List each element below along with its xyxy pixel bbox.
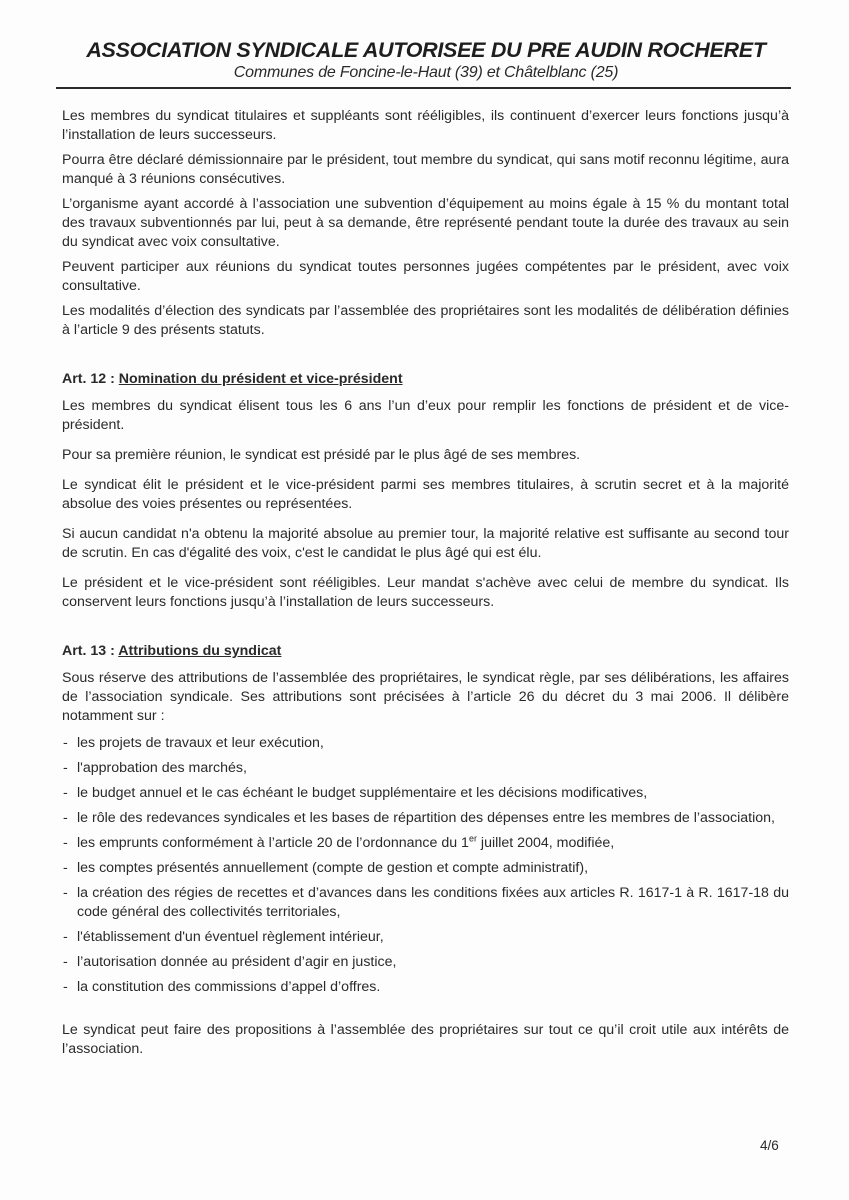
- list-item: [62, 834, 789, 853]
- paragraph: L’organisme ayant accordé à l’association une subvention d’équipement au moins égale à 15 % du montant total des travaux subventionnés par lui, peut à sa demande, être représenté pendant toute la durée des travaux au sein du syndicat avec voix consultative.: [62, 196, 789, 250]
- superscript: er: [468, 833, 477, 844]
- paragraph: Pour sa première réunion, le syndicat est présidé par le plus âgé de ses membres.: [62, 447, 581, 463]
- page-number: 4/6: [760, 1138, 779, 1153]
- list-item: - l'établissement d'un éventuel règlement intérieur,: [62, 928, 789, 947]
- paragraph: Peuvent participer aux réunions du syndicat toutes personnes jugées compétentes par le président, avec voix consultative.: [62, 259, 789, 294]
- list-item: - l’autorisation donnée au président d’agir en justice,: [62, 953, 789, 972]
- paragraph: Si aucun candidat n'a obtenu la majorité absolue au premier tour, la majorité relative est suffisante au second tour de scrutin. En cas d'égalité des voix, c'est le candidat le plus âgé qui est élu.: [62, 526, 789, 561]
- paragraph: Le président et le vice-président sont rééligibles. Leur mandat s'achève avec celui de membre du syndicat. Ils conservent leurs fonctions jusqu’à l’installation de leurs successeurs.: [62, 575, 789, 610]
- article-12-title: Nomination du président et vice-président: [118, 371, 403, 387]
- closing-paragraph: Le syndicat peut faire des propositions à l’assemblée des propriétaires sur tout ce qu’il croit utile aux intérêts de l’association.: [62, 1022, 789, 1057]
- association-title: ASSOCIATION SYNDICALE AUTORISEE DU PRE AUDIN ROCHERET: [86, 38, 766, 62]
- list-item: - le rôle des redevances syndicales et les bases de répartition des dépenses entre les membres de l’association,: [62, 809, 789, 828]
- paragraph: Les modalités d’élection des syndicats par l’assemblée des propriétaires sont les modalités de délibération définies à l’article 9 des présents statuts.: [62, 303, 789, 338]
- article-13-label: Art. 13 :: [62, 643, 119, 659]
- list-item-text: juillet 2004, modifiée,: [476, 835, 615, 851]
- paragraph: Le syndicat élit le président et le vice-président parmi ses membres titulaires, à scrutin secret et à la majorité absolue des voies présentes ou représentées.: [62, 477, 789, 512]
- paragraph: Les membres du syndicat élisent tous les 6 ans l’un d’eux pour remplir les fonctions de président et de vice-président.: [62, 398, 789, 433]
- list-item-text: les emprunts conformément à l’article 20 de l’ordonnance du 1: [77, 835, 469, 851]
- paragraph: Les membres du syndicat titulaires et suppléants sont rééligibles, ils continuent d’exercer leurs fonctions jusqu’à l’installation de leurs successeurs.: [62, 108, 789, 143]
- paragraph: Sous réserve des attributions de l’assemblée des propriétaires, le syndicat règle, par ses délibérations, les affaires de l’association syndicale. Ses attributions sont précisées à l’article 26 du décret du 3 mai 2006. Il délibère notamment sur :: [62, 670, 789, 724]
- list-item: - les comptes présentés annuellement (compte de gestion et compte administratif),: [62, 859, 789, 878]
- attributions-list: [62, 734, 789, 997]
- list-item: - la constitution des commissions d’appel d’offres.: [62, 978, 789, 997]
- article-12-label: Art. 12 :: [62, 371, 119, 387]
- list-item: - l'approbation des marchés,: [62, 759, 789, 778]
- article-13-title: Attributions du syndicat: [118, 643, 282, 659]
- article-13-heading: [62, 642, 789, 661]
- document-body: [62, 107, 789, 1065]
- document-header: [62, 38, 790, 83]
- article-12-heading: [62, 370, 789, 389]
- header-divider: [56, 87, 791, 89]
- communes-subtitle: Communes de Foncine-le-Haut (39) et Châtelblanc (25): [233, 64, 619, 81]
- list-item: - les projets de travaux et leur exécution,: [62, 734, 789, 753]
- list-item: - la création des régies de recettes et d’avances dans les conditions fixées aux articles R. 1617-1 à R. 1617-18 du code général des collectivités territoriales,: [62, 884, 789, 922]
- paragraph: Pourra être déclaré démissionnaire par le président, tout membre du syndicat, qui sans motif reconnu légitime, aura manqué à 3 réunions consécutives.: [62, 152, 789, 187]
- list-item: - le budget annuel et le cas échéant le budget supplémentaire et les décisions modificatives,: [62, 784, 789, 803]
